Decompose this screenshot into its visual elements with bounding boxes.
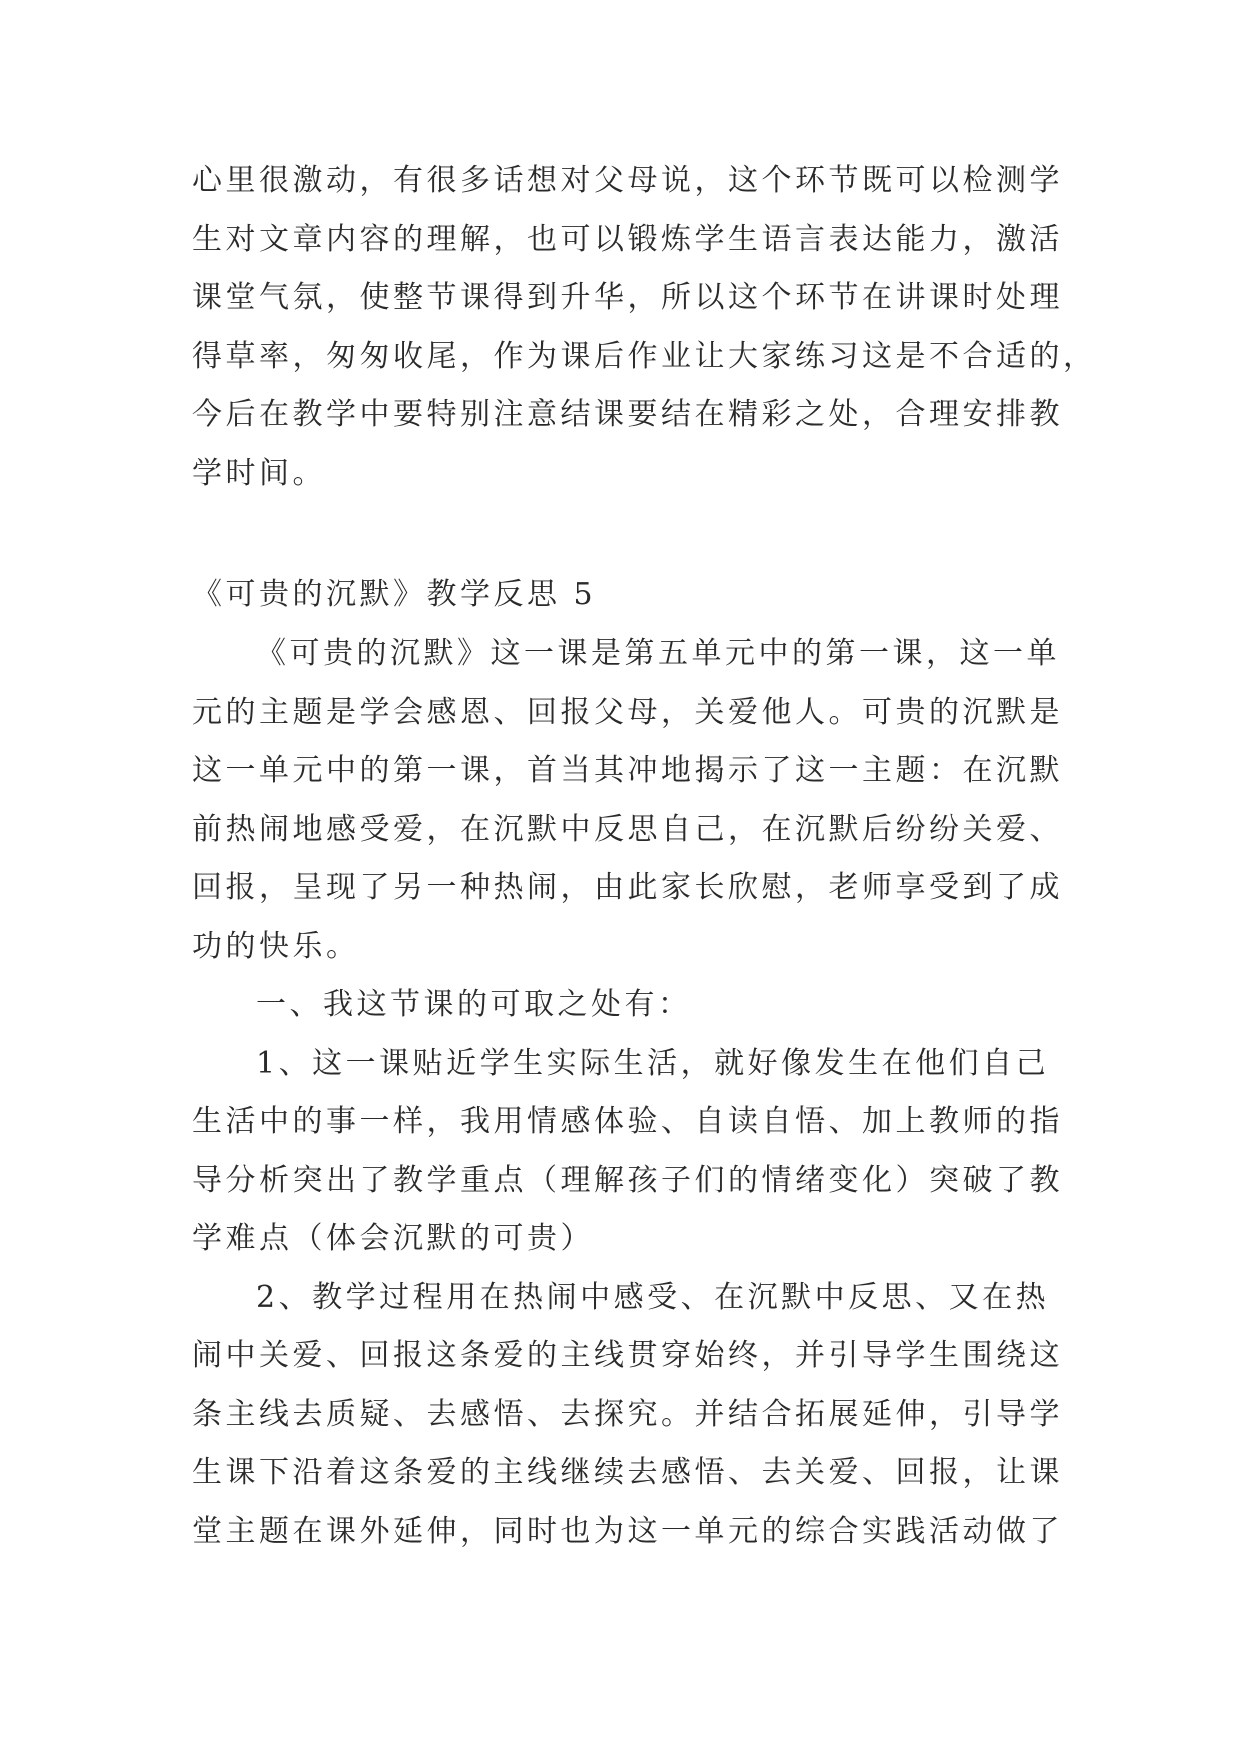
text-line: 学时间。 [192,455,326,491]
text-line: 条主线去质疑、去感悟、去探究。并结合拓展延伸，引导学 [192,1396,1063,1432]
section-heading [192,566,1052,625]
text-line: 得草率，匆匆收尾，作为课后作业让大家练习这是不合适的， [192,338,1097,374]
section-body [192,625,1063,1561]
continuation-paragraph [192,152,1097,503]
text-line: 这一单元中的第一课，首当其冲地揭示了这一主题：在沉默 [192,753,1063,788]
text-line: 生对文章内容的理解，也可以锻炼学生语言表达能力，激活 [192,221,1063,257]
text-line: 功的快乐。 [192,928,360,964]
text-line: 元的主题是学会感恩、回报父母，关爱他人。可贵的沉默是 [192,694,1063,730]
text-line: 生活中的事一样，我用情感体验、自读自悟、加上教师的指 [192,1104,1063,1139]
section-title: 《可贵的沉默》教学反思 5 [192,577,597,612]
text-line: 前热闹地感受爱，在沉默中反思自己，在沉默后纷纷关爱、 [192,811,1063,847]
text-line: 学难点（体会沉默的可贵） [192,1221,594,1256]
text-line: 回报，呈现了另一种热闹，由此家长欣慰，老师享受到了成 [192,870,1063,905]
text-line: 今后在教学中要特别注意结课要结在精彩之处，合理安排教 [192,397,1063,432]
text-line: 一、我这节课的可取之处有： [256,987,692,1022]
text-line: 《可贵的沉默》这一课是第五单元中的第一课，这一单 [256,636,1060,671]
text-line: 2、教学过程用在热闹中感受、在沉默中反思、又在热 [256,1279,1050,1315]
text-line: 导分析突出了教学重点（理解孩子们的情绪变化）突破了教 [192,1162,1063,1198]
text-line: 课堂气氛，使整节课得到升华，所以这个环节在讲课时处理 [192,280,1063,315]
text-line: 心里很激动，有很多话想对父母说，这个环节既可以检测学 [192,163,1063,198]
text-line: 堂主题在课外延伸，同时也为这一单元的综合实践活动做了 [192,1513,1063,1549]
text-line: 生课下沿着这条爱的主线继续去感悟、去关爱、回报，让课 [192,1455,1063,1490]
text-line: 1、这一课贴近学生实际生活，就好像发生在他们自己 [256,1045,1050,1081]
text-line: 闹中关爱、回报这条爱的主线贯穿始终，并引导学生围绕这 [192,1338,1063,1373]
